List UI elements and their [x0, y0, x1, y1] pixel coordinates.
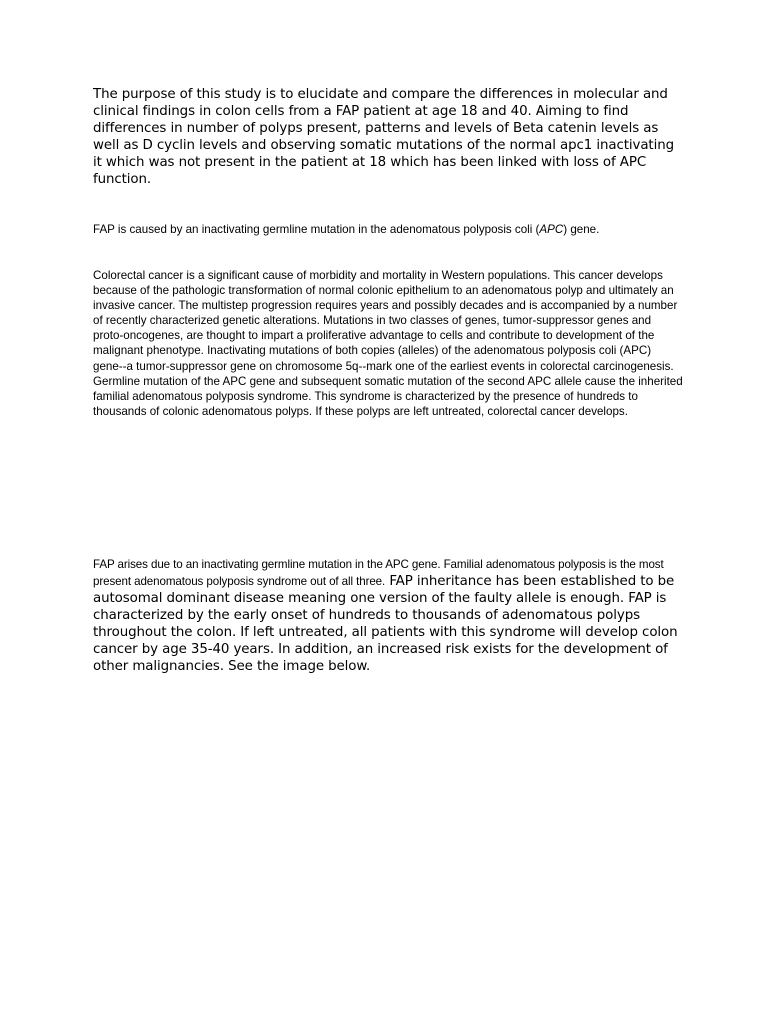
fap-cause-paragraph — [93, 222, 683, 237]
fap-cause-text-before: FAP is caused by an inactivating germline mutation in the adenomatous polyposis coli ( — [93, 223, 540, 236]
fap-cause-text-after: ) gene. — [563, 223, 600, 236]
fap-arises-small-text: FAP arises due to an inactivating germline mutation in the APC gene. Familial adenomatous polyposis is the most present adenomatous polyposis syndrome out of all three. — [93, 558, 664, 588]
fap-arises-paragraph — [93, 556, 683, 675]
fap-arises-large-text: FAP inheritance has been established to be autosomal dominant disease meaning one version of the faulty allele is enough. FAP is characterized by the early onset of hundreds to thousands of adenomatous polyps throughout the colon. If left untreated, all patients with this syndrome will develop colon cancer by age 35-40 years. In addition, an increased risk exists for the development of other malignancies. See the image below. — [93, 574, 678, 674]
fap-cause-gene-italic: APC — [539, 223, 564, 236]
colorectal-cancer-paragraph: Colorectal cancer is a significant cause of morbidity and mortality in Western populations. This cancer develops because of the pathologic transformation of normal colonic epithelium to an adenomatous polyp and ultimately an invasive cancer. The multistep progression requires years and possibly decades and is accompanied by a number of recently characterized genetic alterations. Mutations in two classes of genes, tumor-suppressor genes and proto-oncogenes, are thought to impart a proliferative advantage to cells and contribute to development of the malignant phenotype. Inactivating mutations of both copies (alleles) of the adenomatous polyposis coli (APC) gene--a tumor-suppressor gene on chromosome 5q--mark one of the earliest events in colorectal carcinogenesis. Germline mutation of the APC gene and subsequent somatic mutation of the second APC allele cause the inherited familial adenomatous polyposis syndrome. This syndrome is characterized by the presence of hundreds to thousands of colonic adenomatous polyps. If these polyps are left untreated, colorectal cancer develops. — [93, 269, 683, 418]
intro-paragraph: The purpose of this study is to elucidate and compare the differences in molecular and clinical findings in colon cells from a FAP patient at age 18 and 40. Aiming to find differences in number of polyps present, patterns and levels of Beta catenin levels as well as D cyclin levels and observing somatic mutations of the normal apc1 inactivating it which was not present in the patient at 18 which has been linked with loss of APC function. — [93, 87, 674, 187]
